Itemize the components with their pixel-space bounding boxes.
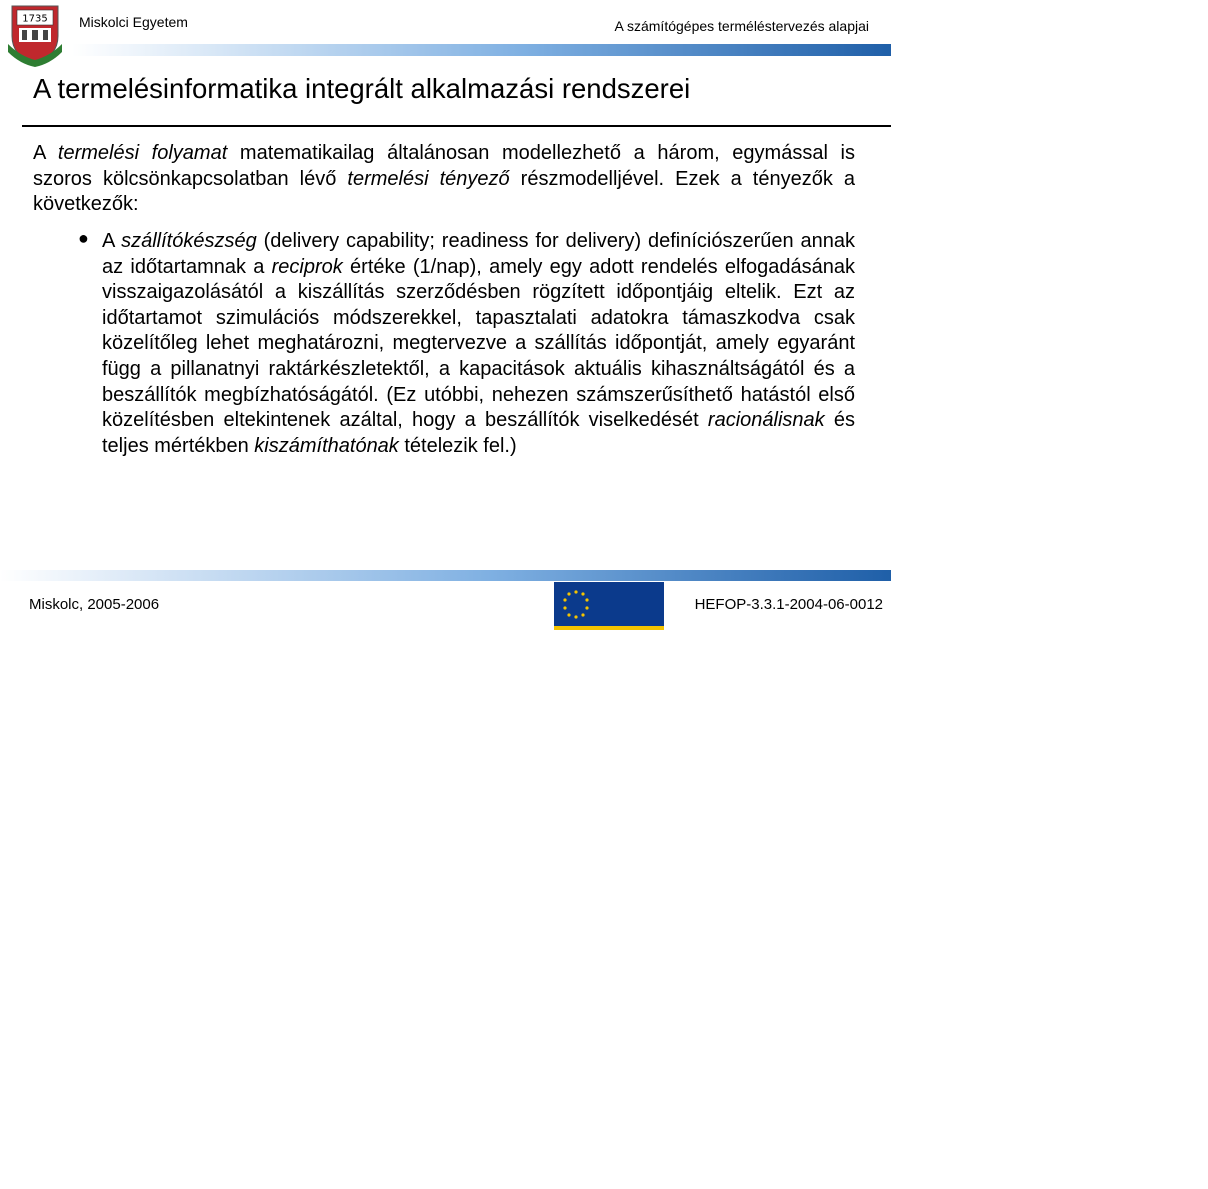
intro-paragraph <box>33 141 855 218</box>
university-crest-logo <box>4 2 66 68</box>
italic-term: termelési folyamat <box>57 142 228 164</box>
eu-logo-text: EURÓPA TERV <box>1143 1179 1208 1189</box>
bullet-paragraph-delivery-capability <box>102 229 855 459</box>
italic-term: reciprok <box>271 255 343 278</box>
footer-location-date: Miskolc, 2005-2006 <box>29 596 160 613</box>
eu-stars-icon <box>554 582 664 630</box>
text-run: részmodelljével. Ezek a tényezők a következők: <box>33 167 855 216</box>
footer-gradient-rule <box>0 570 891 581</box>
bullet-dot-icon: ● <box>78 228 89 248</box>
italic-term: racionálisnak <box>707 409 825 432</box>
university-name: Miskolci Egyetem <box>79 14 188 30</box>
crest-year: 1735 <box>22 13 48 25</box>
text-run: matematikailag általánosan modellezhető a három, egymással is szoros kölcsönkapcsolatban lévő <box>33 142 855 190</box>
text-run: és teljes mértékben <box>102 409 855 457</box>
slide-title: A termelésinformatika integrált alkalmazási rendszerei <box>33 73 691 104</box>
text-run: értéke (1/nap), amely egy adott rendelés elfogadásának visszaigazolásától a kiszállítás szerződésben rögzített időpontjáig eltelik. Ezt az időtartamot szimulációs módszerekkel, tapasztalati adatokra támaszkodva csak közelítőleg lehet meghatározni, megtervezve a szállítás időpontját, amely egyaránt függ a pillanatnyi raktárkészletektől, a kapacitások aktuális kihasználtságától és a beszállítók megbízhatóságától. (Ez utóbbi, nehezen számszerűsíthető hatástól első közelítésben eltekintenek azáltal, hogy a beszállítók viselkedését <box>102 255 856 432</box>
text-run: A <box>33 142 58 164</box>
text-run: A <box>102 230 122 252</box>
header-gradient-rule <box>72 44 891 56</box>
footer-project-code: HEFOP-3.3.1-2004-06-0012 <box>694 596 883 613</box>
italic-term: kiszámíthatónak <box>254 434 399 457</box>
italic-term: termelési tényező <box>347 167 510 190</box>
title-underline <box>22 125 891 127</box>
italic-term: szállítókészség <box>121 230 257 252</box>
course-title: A számítógépes terméléstervezés alapjai <box>614 18 869 34</box>
text-run: (delivery capability; readiness for delivery) definíciószerűen annak az időtartamnak a <box>102 230 855 278</box>
text-run: tételezik fel.) <box>398 434 517 457</box>
